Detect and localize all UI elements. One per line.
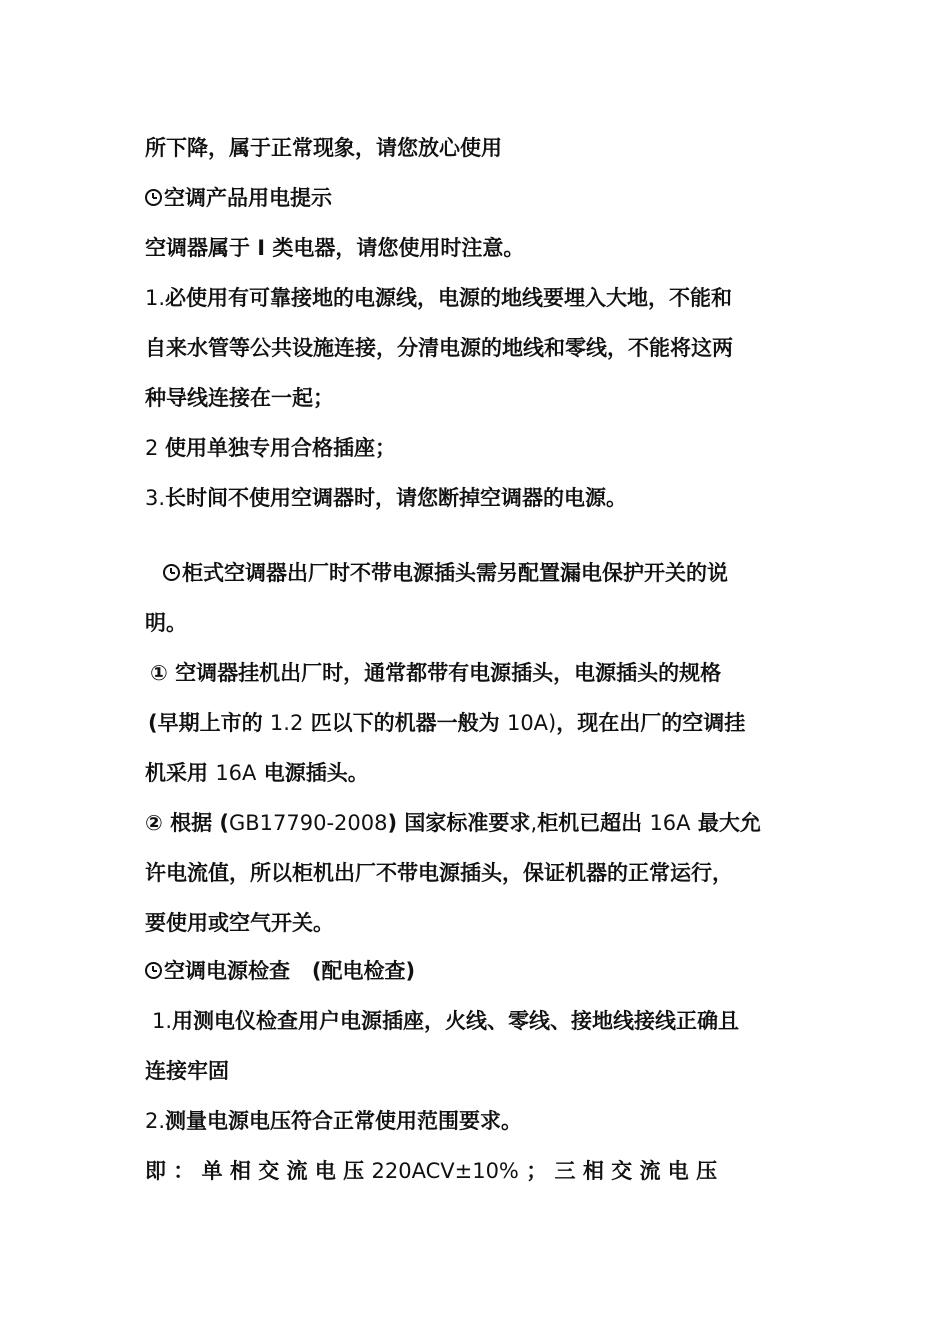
list-item [145, 1106, 810, 1136]
heading-text: 空调产品用电提示 [164, 186, 332, 210]
text: 16A [649, 811, 691, 835]
text: ； 三 相 交 流 电 压 [518, 1159, 718, 1183]
text-line [145, 908, 810, 938]
section-heading [145, 956, 810, 986]
text: ) 国家标准要求 [387, 811, 531, 835]
list-item [145, 483, 810, 513]
text-line [145, 1056, 810, 1086]
text: , [530, 811, 538, 835]
text-line [145, 1156, 810, 1186]
item-number: 2 [145, 436, 166, 460]
text: GB17790-2008 [229, 811, 388, 835]
text-line [145, 608, 810, 638]
text: 电源插头。 [256, 761, 369, 785]
text: 所下降，属于正常现象，请您放心使用 [145, 136, 502, 160]
text: 使用单独专用合格插座； [165, 436, 397, 460]
text: 用测电仪检查用户电源插座，火线、零线、接地线接线正确且 [172, 1009, 740, 1033]
text: 必使用有可靠接地的电源线，电源的地线要埋入大地，不能和 [165, 286, 733, 310]
text-line [145, 758, 810, 788]
text-line [145, 233, 810, 263]
list-item [145, 283, 810, 313]
text: ，现在出厂的空调挂 [556, 711, 746, 735]
text-line [148, 708, 810, 738]
text: 10A) [506, 711, 557, 735]
section-heading [145, 183, 810, 213]
text: 机采用 [145, 761, 216, 785]
text: 明。 [145, 611, 187, 635]
text: 空调器属于 I 类电器，请您使用时注意。 [145, 236, 525, 260]
text: 要使用或空气开关。 [145, 911, 334, 935]
text: 种导线连接在一起； [145, 386, 334, 410]
clock-icon [145, 189, 162, 206]
text: (早期上市的 [148, 711, 270, 735]
text: 长时间不使用空调器时，请您断掉空调器的电源。 [165, 486, 628, 510]
section-heading [163, 558, 810, 588]
item-number: 2. [145, 1109, 166, 1133]
text: 自来水管等公共设施连接，分清电源的地线和零线，不能将这两 [145, 336, 733, 360]
clock-icon [145, 962, 162, 979]
item-number: 1. [145, 286, 166, 310]
item-number: 3. [145, 486, 166, 510]
text-line [145, 333, 810, 363]
clock-icon [163, 564, 180, 581]
text: 连接牢固 [145, 1059, 229, 1083]
text: ① 空调器挂机出厂时，通常都带有电源插头，电源插头的规格 [150, 661, 722, 685]
text: 柜机已超出 [537, 811, 650, 835]
list-item [152, 1006, 810, 1036]
text-line [145, 808, 810, 838]
text: 匹以下的机器一般为 [303, 711, 507, 735]
list-item [145, 433, 810, 463]
heading-text: 空调电源检查 (配电检查) [164, 959, 416, 983]
text-line [145, 133, 810, 163]
text-line [145, 858, 810, 888]
text: 1.2 [269, 711, 304, 735]
text: 16A [215, 761, 257, 785]
text: 即 ： 单 相 交 流 电 压 [145, 1159, 372, 1183]
text-line [145, 383, 810, 413]
text-line [150, 658, 810, 688]
item-number: 1. [152, 1009, 173, 1033]
heading-text: 柜式空调器出厂时不带电源插头需另配置漏电保护开关的说 [182, 561, 728, 585]
text: ② 根据 ( [145, 811, 229, 835]
text: 最大允 [690, 811, 761, 835]
text: 220ACV±10% [371, 1159, 519, 1183]
text: 测量电源电压符合正常使用范围要求。 [165, 1109, 523, 1133]
text: 许电流值，所以柜机出厂不带电源插头，保证机器的正常运行， [145, 861, 733, 885]
